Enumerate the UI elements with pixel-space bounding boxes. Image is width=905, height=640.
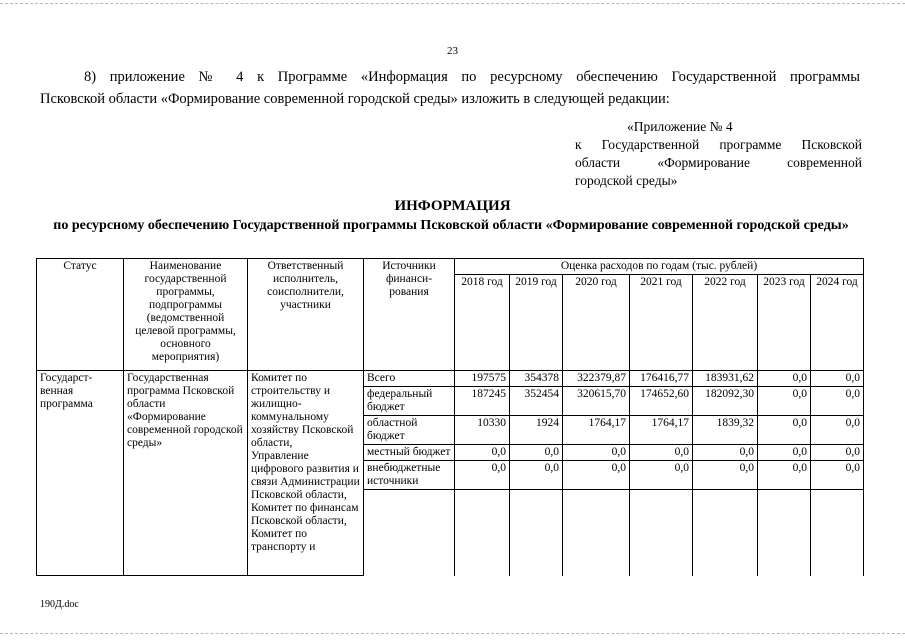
header-year: 2022 год (693, 275, 758, 371)
value-cell: 0,0 (811, 387, 864, 416)
status-cell: Государст-венная программа (37, 371, 124, 576)
empty-cell (630, 490, 693, 576)
value-cell: 0,0 (693, 461, 758, 490)
value-cell: 0,0 (758, 371, 811, 387)
document-title: ИНФОРМАЦИЯ (394, 198, 511, 214)
footer-filename: 190Д.doc (40, 599, 79, 610)
value-cell: 182092,30 (693, 387, 758, 416)
value-cell: 0,0 (455, 445, 510, 461)
program-name-cell: Государственная программа Псковской области «Формирование современной городской среды» (124, 371, 248, 576)
intro-line-2: Псковской области «Формирование современной городской среды» изложить в следующей редакции: (40, 91, 670, 107)
empty-cell (563, 490, 630, 576)
intro-line-1: 8) приложение № 4 к Программе «Информация по ресурсному обеспечению Государственной программы (84, 69, 860, 85)
appendix-line-2: области «Формирование современной (575, 155, 862, 170)
value-cell: 0,0 (563, 445, 630, 461)
source-cell: федеральный бюджет (364, 387, 455, 416)
value-cell: 352454 (510, 387, 563, 416)
value-cell: 0,0 (811, 445, 864, 461)
header-year: 2020 год (563, 275, 630, 371)
value-cell: 174652,60 (630, 387, 693, 416)
header-source: Источники финанси-рования (364, 259, 455, 371)
source-cell: областной бюджет (364, 416, 455, 445)
value-cell: 0,0 (563, 461, 630, 490)
resource-table (36, 258, 864, 576)
value-cell: 0,0 (758, 461, 811, 490)
empty-cell (693, 490, 758, 576)
value-cell: 1764,17 (630, 416, 693, 445)
value-cell: 0,0 (811, 416, 864, 445)
scan-edge-bottom (0, 633, 905, 634)
value-cell: 322379,87 (563, 371, 630, 387)
appendix-line-3: городской среды» (575, 173, 678, 188)
value-cell: 0,0 (510, 461, 563, 490)
empty-cell (811, 490, 864, 576)
value-cell: 0,0 (758, 387, 811, 416)
empty-cell (758, 490, 811, 576)
executors-cell (248, 371, 364, 576)
executor-item: Управление цифрового развития и связи Администрации Псковской области, (251, 450, 360, 501)
empty-cell (510, 490, 563, 576)
header-year: 2018 год (455, 275, 510, 371)
value-cell: 0,0 (758, 416, 811, 445)
table-row-total (37, 371, 864, 387)
value-cell: 0,0 (630, 461, 693, 490)
intro-paragraph (40, 66, 860, 110)
appendix-line-1: к Государственной программе Псковской (575, 137, 862, 152)
value-cell: 197575 (455, 371, 510, 387)
value-cell: 187245 (455, 387, 510, 416)
value-cell: 320615,70 (563, 387, 630, 416)
value-cell: 354378 (510, 371, 563, 387)
header-status: Статус (37, 259, 124, 371)
value-cell: 10330 (455, 416, 510, 445)
source-cell: внебюджетные источники (364, 461, 455, 490)
header-executor: Ответственный исполнитель, соисполнители, участники (248, 259, 364, 371)
value-cell: 0,0 (455, 461, 510, 490)
value-cell: 1764,17 (563, 416, 630, 445)
appendix-reference (575, 118, 862, 190)
value-cell: 183931,62 (693, 371, 758, 387)
header-year: 2024 год (811, 275, 864, 371)
header-year: 2019 год (510, 275, 563, 371)
header-year: 2023 год (758, 275, 811, 371)
executor-item: Комитет по строительству и жилищно-коммунальному хозяйству Псковской области, (251, 372, 354, 449)
header-row-1 (37, 259, 864, 275)
value-cell: 0,0 (510, 445, 563, 461)
header-year: 2021 год (630, 275, 693, 371)
header-estimate: Оценка расходов по годам (тыс. рублей) (455, 259, 864, 275)
value-cell: 0,0 (811, 461, 864, 490)
page-number: 23 (447, 45, 458, 57)
value-cell: 0,0 (630, 445, 693, 461)
value-cell: 176416,77 (630, 371, 693, 387)
source-cell: Всего (364, 371, 455, 387)
value-cell: 1924 (510, 416, 563, 445)
empty-cell (364, 490, 455, 576)
value-cell: 0,0 (693, 445, 758, 461)
empty-cell (455, 490, 510, 576)
executor-item: Комитет по транспорту и (251, 528, 316, 553)
value-cell: 0,0 (811, 371, 864, 387)
value-cell: 1839,32 (693, 416, 758, 445)
appendix-title: «Приложение № 4 (627, 119, 733, 134)
value-cell: 0,0 (758, 445, 811, 461)
header-name: Наименование государственной программы, подпрограммы (ведомственной целевой программы, основного мероприятия) (124, 259, 248, 371)
source-cell: местный бюджет (364, 445, 455, 461)
executor-item: Комитет по финансам Псковской области, (251, 502, 359, 527)
scan-edge-top (0, 3, 905, 4)
document-subtitle: по ресурсному обеспечению Государственной программы Псковской области «Формирование современной городской среды» (53, 218, 849, 233)
